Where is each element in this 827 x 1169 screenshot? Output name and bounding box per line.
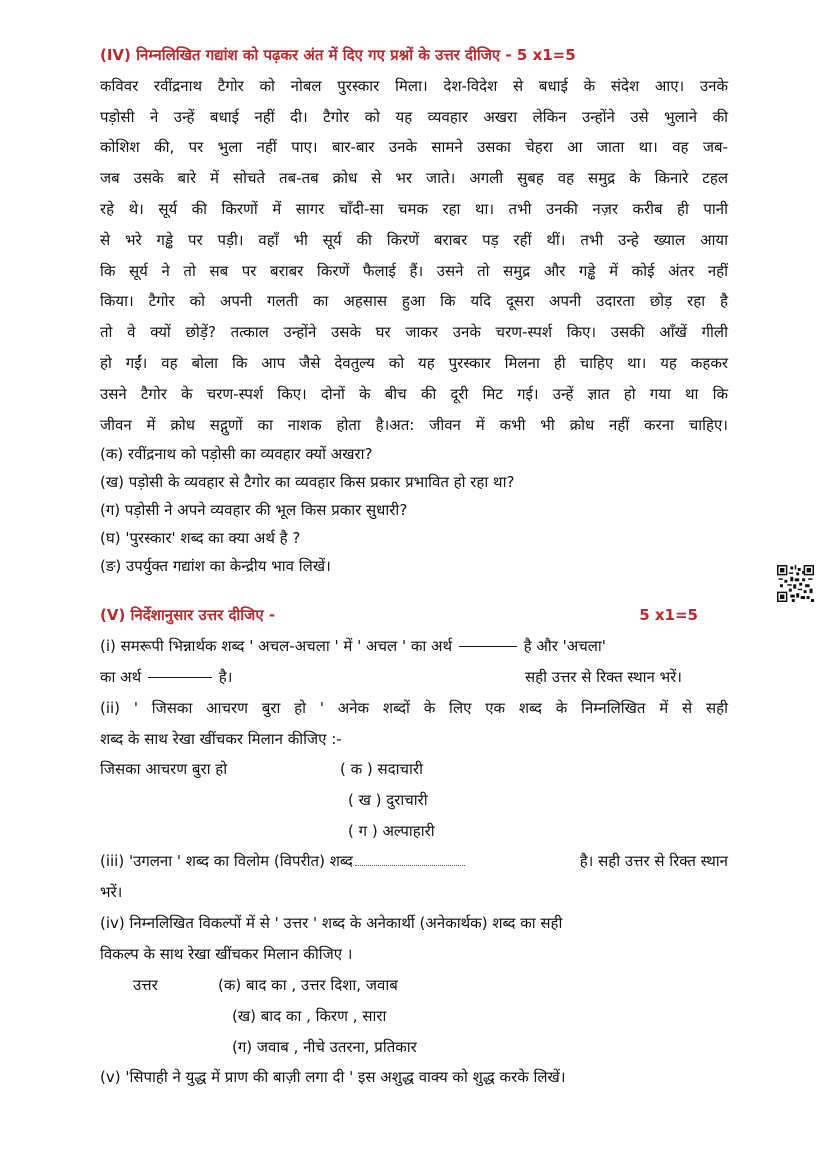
question-4-line-1: (iv) निम्नलिखित विकल्पों में से ' उत्तर ' शब्द के अनेकार्थी (अनेकार्थक) शब्द का सही [100,913,563,932]
question-item: (ख) पड़ोसी के व्यवहार से टैगोर का व्यवहार किस प्रकार प्रभावित हो रहा था? [100,473,515,492]
question-1-instruction: सही उत्तर से रिक्त स्थान भरें। [525,667,682,686]
question-1-text: (i) समरूपी भिन्नार्थक शब्द ' अचल-अचला ' में ' अचल ' का अर्थ [100,637,453,656]
passage-line: हो गईं। वह बोला कि आप जैसे देवतुल्य को यह पुरस्कार मिलना ही चाहिए था। यह कहकर [100,353,728,372]
passage-line: रहे थे। सूर्य की किरणों में सागर चाँदी-सा चमक रहा था। तभी उनकी नज़र करीब ही पानी [100,199,728,218]
match-option-ka[interactable]: (क) बाद का , उत्तर दिशा, जवाब [218,975,398,994]
question-3-text: (iii) 'उगलना ' शब्द का विलोम (विपरीत) शब्द [100,852,353,871]
passage-line: कविवर रवींद्रनाथ टैगोर को नोबल पुरस्कार मिला। देश-विदेश से बधाई के संदेश आए। उनके [100,76,728,95]
section-5-heading-row [100,600,728,631]
match-option-kha[interactable]: ( ख ) दुराचारी [348,791,428,810]
question-2-line-1: (ii) ' जिसका आचरण बुरा हो ' अनेक शब्दों के लिए एक शब्द के निम्नलिखित में से सही [100,698,728,717]
passage-line: किया। टैगोर को अपनी गलती का अहसास हुआ कि यदि दूसरा अपनी उदारता छोड़ रहा है [100,292,728,311]
question-4-line-2: विकल्प के साथ रेखा खींचकर मिलान कीजिए । [100,944,353,963]
section-4-marks: 5 x1=5 [516,46,576,64]
question-1-text-2: है और 'अचला' [523,637,606,656]
qr-code-icon [777,565,814,602]
passage [100,71,728,441]
question-1-line-2 [100,662,728,693]
passage-line: तो वे क्यों छोड़ें? तत्काल उन्होंने उसके घर जाकर उनके चरण-स्पर्श किए। उसकी आँखें गीली [100,323,728,342]
match-stem: उत्तर [133,975,158,994]
answer-blank-1[interactable] [459,646,517,647]
passage-line: जब उसके बारे में सोचते तब-तब क्रोध से भर जाते। अगली सुबह वह समुद्र के किनारे टहल [100,169,728,188]
answer-blank-3[interactable] [355,851,465,866]
question-item: (ग) पड़ोसी ने अपने व्यवहार की भूल किस प्रकार सुधारी? [100,501,408,520]
passage-line: कोशिश की, पर भुला नहीं पाए। बार-बार उनके सामने उसका चेहरा आ जाता था। वह जब- [100,138,728,157]
passage-questions [100,440,728,580]
question-1-line-1 [100,631,728,662]
question-3-text-2: है। सही उत्तर से रिक्त स्थान [579,852,728,871]
section-5-heading: (V) निर्देशानुसार उत्तर दीजिए - [100,606,276,625]
question-5: (v) 'सिपाही ने युद्ध में प्राण की बाज़ी लगा दी ' इस अशुद्ध वाक्य को शुद्ध करके लिखें। [100,1067,566,1086]
question-1-text-4: है। [218,667,233,686]
passage-line: से भरे गड्ढे पर पड़ी। वहाँ भी सूर्य की किरणें बराबर पड़ रहीं थीं। तभी उन्हे ख्याल आया [100,230,728,249]
passage-line: पड़ोसी ने उन्हें बधाई नहीं दी। टैगोर को यह व्यवहार अखरा लेकिन उन्होंने उसे भुलाने की [100,107,728,126]
question-4-match-block [100,970,728,1062]
match-option-ka[interactable]: ( क ) सदाचारी [340,760,423,779]
section-4-heading-row [100,40,728,71]
question-item: (घ) 'पुरस्कार' शब्द का क्या अर्थ है ? [100,529,301,548]
passage-line: कि सूर्य ने तो सब पर बराबर किरणें फैलाई हैं। उसने तो समुद्र और गड्ढे में कोई अंतर नहीं [100,261,728,280]
section-5-marks: 5 x1=5 [639,606,698,625]
match-option-ga[interactable]: ( ग ) अल्पाहारी [348,822,435,841]
question-3-line-1 [100,846,728,877]
question-item: (ङ) उपर्युक्त गद्यांश का केन्द्रीय भाव लिखें। [100,557,331,576]
question-1-text-3: का अर्थ [100,667,142,686]
exam-page [100,40,728,1092]
match-option-ga[interactable]: (ग) जवाब , नीचे उतरना, प्रतिकार [232,1037,417,1056]
answer-blank-2[interactable] [148,677,212,678]
question-3-line-2: भरें। [100,883,123,902]
question-2-match-block [100,754,728,846]
question-2-line-2: शब्द के साथ रेखा खींचकर मिलान कीजिए :- [100,729,342,748]
section-4-heading: (IV) निम्नलिखित गद्यांश को पढ़कर अंत में दिए गए प्रश्नों के उत्तर दीजिए - [100,46,512,64]
passage-line: जीवन में क्रोध सद्गुणों का नाशक होता है।अत: जीवन में कभी भी क्रोध नहीं करना चाहिए। [100,415,728,434]
match-option-kha[interactable]: (ख) बाद का , किरण , सारा [232,1006,387,1025]
match-stem: जिसका आचरण बुरा हो [100,760,228,779]
passage-line: उसने टैगोर के चरण-स्पर्श किए। दोनों के बीच की दूरी मिट गई। उन्हें ज्ञात हो गया था कि [100,384,728,403]
question-item: (क) रवींद्रनाथ को पड़ोसी का व्यवहार क्यों अखरा? [100,445,373,464]
